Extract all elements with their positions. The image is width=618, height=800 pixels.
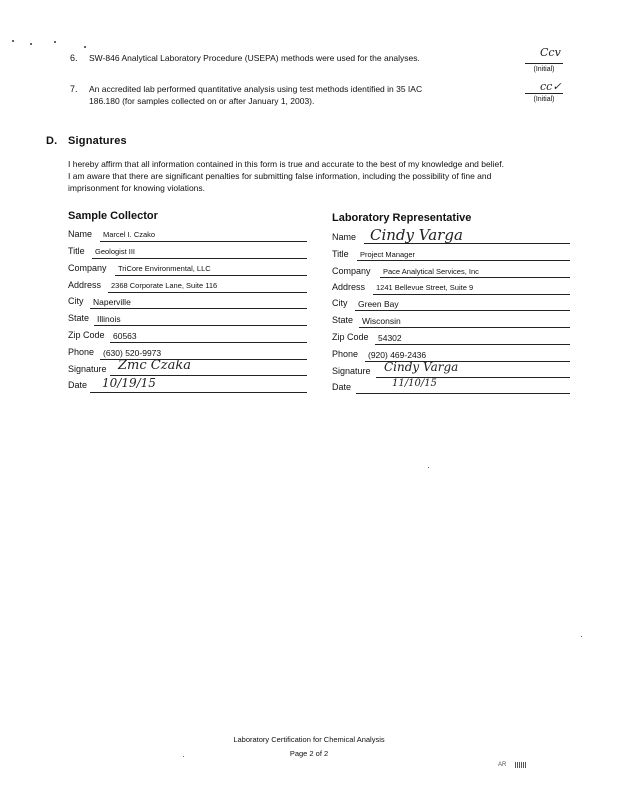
- lab-phone-value: (920) 469-2436: [368, 350, 427, 360]
- lab-zip-label: Zip Code: [332, 332, 369, 342]
- lab-state-value: Wisconsin: [362, 316, 401, 326]
- lab-city-line: [355, 310, 570, 311]
- scan-speck: [428, 467, 429, 468]
- item-6-number: 6.: [70, 53, 78, 63]
- lab-zip-value: 54302: [378, 333, 402, 343]
- lab-title-line: [357, 260, 570, 261]
- lab-title-label: Title: [332, 249, 349, 259]
- lab-title-value: Project Manager: [360, 250, 416, 259]
- affirmation-line-1: I hereby affirm that all information contained in this form is true and accurate to the best of my knowledge and belief.: [68, 159, 504, 169]
- lab-address-line: [373, 294, 570, 295]
- collector-date-line: [90, 392, 307, 393]
- collector-address-line: [108, 292, 307, 293]
- scan-speck: [581, 636, 582, 637]
- lab-heading: Laboratory Representative: [332, 212, 472, 224]
- affirmation-line-2: I am aware that there are significant penalties for submitting false information, including the possibility of fine and: [68, 171, 492, 181]
- collector-city-label: City: [68, 296, 84, 306]
- lab-name-value: Cindy Varga: [370, 226, 463, 244]
- lab-date-line: [356, 393, 570, 394]
- item-7-initials: cc✓: [540, 80, 562, 93]
- lab-city-label: City: [332, 298, 348, 308]
- collector-date-value: 10/19/15: [102, 376, 156, 390]
- scan-speck: [54, 41, 56, 43]
- scan-speck: [30, 43, 32, 45]
- collector-name-label: Name: [68, 229, 93, 239]
- collector-title-value: Geologist III: [95, 247, 136, 256]
- collector-state-label: State: [68, 313, 90, 323]
- item-7-text-line1: An accredited lab performed quantitative analysis using test methods identified in 35 IAC: [89, 84, 423, 94]
- lab-zip-line: [375, 344, 570, 345]
- collector-name-value: Marcel I. Czako: [103, 230, 156, 239]
- footer-page-number: Page 2 of 2: [289, 749, 329, 758]
- section-title: Signatures: [68, 135, 127, 147]
- affirmation-line-3: imprisonment for knowing violations.: [68, 183, 206, 193]
- item-6-initials: Ccv: [540, 46, 561, 59]
- item-7-text-line2: 186.180 (for samples collected on or after January 1, 2003).: [89, 96, 315, 106]
- lab-city-value: Green Bay: [358, 299, 399, 309]
- lab-signature-label: Signature: [332, 366, 371, 376]
- footer-title: Laboratory Certification for Chemical Analysis: [233, 735, 385, 744]
- item-6-text: SW-846 Analytical Laboratory Procedure (USEPA) methods were used for the analyses.: [89, 53, 420, 63]
- scan-speck: [12, 40, 14, 42]
- lab-state-label: State: [332, 315, 354, 325]
- collector-title-label: Title: [68, 246, 85, 256]
- item-6-initial-line: [525, 63, 563, 64]
- collector-zip-line: [110, 342, 307, 343]
- lab-company-line: [380, 277, 570, 278]
- lab-company-label: Company: [332, 266, 371, 276]
- lab-company-value: Pace Analytical Services, Inc: [383, 267, 479, 276]
- section-letter: D.: [46, 135, 58, 147]
- lab-name-line: [364, 243, 570, 244]
- collector-company-label: Company: [68, 263, 107, 273]
- collector-phone-value: (630) 520-9973: [103, 348, 162, 358]
- collector-heading: Sample Collector: [68, 210, 158, 222]
- lab-signature: Cindy Varga: [384, 360, 459, 374]
- lab-state-line: [359, 327, 570, 328]
- collector-phone-label: Phone: [68, 347, 95, 357]
- item-7-initial-label: (Initial): [533, 96, 555, 103]
- collector-date-label: Date: [68, 380, 88, 390]
- lab-address-value: 1241 Bellevue Street, Suite 9: [376, 283, 474, 292]
- footer-corner-code: AR: [498, 762, 507, 768]
- collector-city-line: [90, 308, 307, 309]
- lab-date-label: Date: [332, 382, 352, 392]
- collector-state-value: Illinois: [97, 314, 121, 324]
- collector-zip-value: 60563: [113, 331, 137, 341]
- lab-name-label: Name: [332, 232, 357, 242]
- collector-state-line: [94, 325, 307, 326]
- collector-zip-label: Zip Code: [68, 330, 105, 340]
- collector-signature-label: Signature: [68, 364, 107, 374]
- lab-phone-label: Phone: [332, 349, 359, 359]
- lab-date-value: 11/10/15: [392, 378, 437, 389]
- item-7-initial-line: [525, 93, 563, 94]
- lab-address-label: Address: [332, 282, 366, 292]
- collector-name-line: [100, 241, 307, 242]
- scan-speck: [84, 46, 86, 48]
- collector-city-value: Naperville: [93, 297, 131, 307]
- collector-address-value: 2368 Corporate Lane, Suite 116: [111, 281, 218, 290]
- collector-address-label: Address: [68, 280, 102, 290]
- collector-signature: Zmc Czaka: [118, 358, 191, 373]
- item-6-initial-label: (Initial): [533, 66, 555, 73]
- barcode-mark: [515, 762, 527, 768]
- collector-company-value: TriCore Environmental, LLC: [118, 264, 211, 273]
- collector-title-line: [92, 258, 307, 259]
- collector-company-line: [115, 275, 307, 276]
- item-7-number: 7.: [70, 84, 78, 94]
